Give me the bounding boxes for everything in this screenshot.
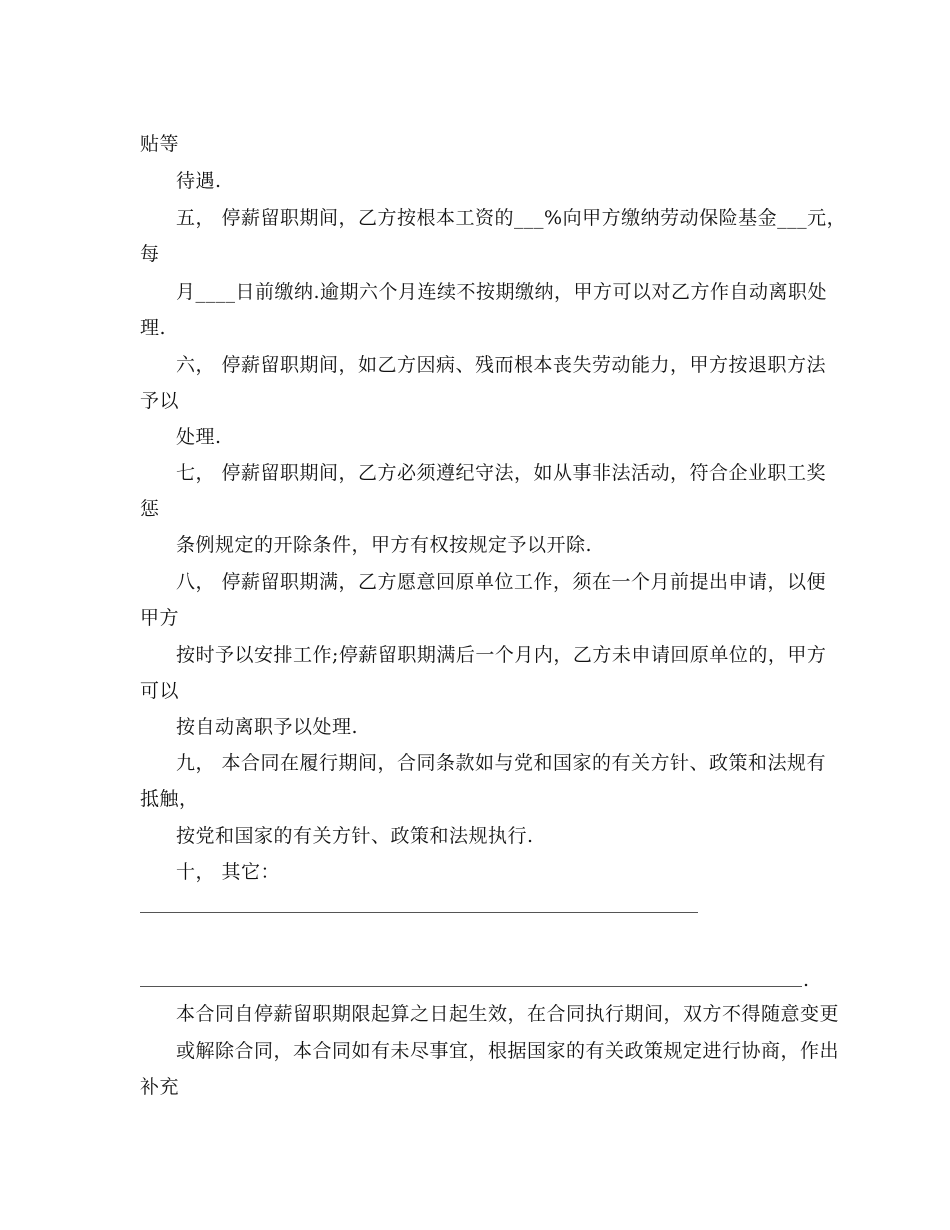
blank-line xyxy=(140,912,698,913)
text-line: 按党和国家的有关方针、政策和法规执行. xyxy=(176,825,534,847)
clause-8-line-1: 八， 停薪留职期满，乙方愿意回原单位工作，须在一个月前提出申请，以便 xyxy=(176,571,827,593)
closing-line-2: 或解除合同，本合同如有未尽事宜，根据国家的有关政策规定进行协商，作出 xyxy=(176,1040,840,1062)
text-line: 处理. xyxy=(176,426,222,448)
text-line: 待遇. xyxy=(176,170,222,192)
text-line: 抵触， xyxy=(140,788,199,810)
text-line: 贴等 xyxy=(140,133,180,155)
clause-5-line-2: 月____日前缴纳.逾期六个月连续不按期缴纳，甲方可以对乙方作自动离职处 xyxy=(176,281,828,303)
closing-line-1: 本合同自停薪留职期限起算之日起生效，在合同执行期间，双方不得随意变更 xyxy=(176,1003,840,1025)
text-line: 条例规定的开除条件，甲方有权按规定予以开除. xyxy=(176,534,593,556)
clause-9-line-1: 九， 本合同在履行期间，合同条款如与党和国家的有关方针、政策和法规有 xyxy=(176,752,827,774)
clause-8-line-2: 按时予以安排工作;停薪留职期满后一个月内，乙方未申请回原单位的，甲方 xyxy=(176,644,827,666)
text-line: 予以 xyxy=(140,390,180,412)
text-line: 理. xyxy=(140,317,167,339)
text-line: 补充 xyxy=(140,1076,180,1098)
text-line: 每 xyxy=(140,243,160,265)
clause-7-line-1: 七， 停薪留职期间，乙方必须遵纪守法，如从事非法活动，符合企业职工奖 xyxy=(176,462,827,484)
text-line: 甲方 xyxy=(140,607,180,629)
blank-line xyxy=(140,986,802,987)
text-line: 惩 xyxy=(140,498,160,520)
text-line: 按自动离职予以处理. xyxy=(176,716,359,738)
blank-line-period: . xyxy=(803,969,810,991)
clause-5-line-1: 五， 停薪留职期间，乙方按根本工资的___%向甲方缴纳劳动保险基金___元， xyxy=(176,207,847,229)
text-line: 可以 xyxy=(140,680,180,702)
clause-10-heading: 十， 其它： xyxy=(176,861,281,883)
clause-6-line-1: 六， 停薪留职期间，如乙方因病、残而根本丧失劳动能力，甲方按退职方法 xyxy=(176,354,827,376)
